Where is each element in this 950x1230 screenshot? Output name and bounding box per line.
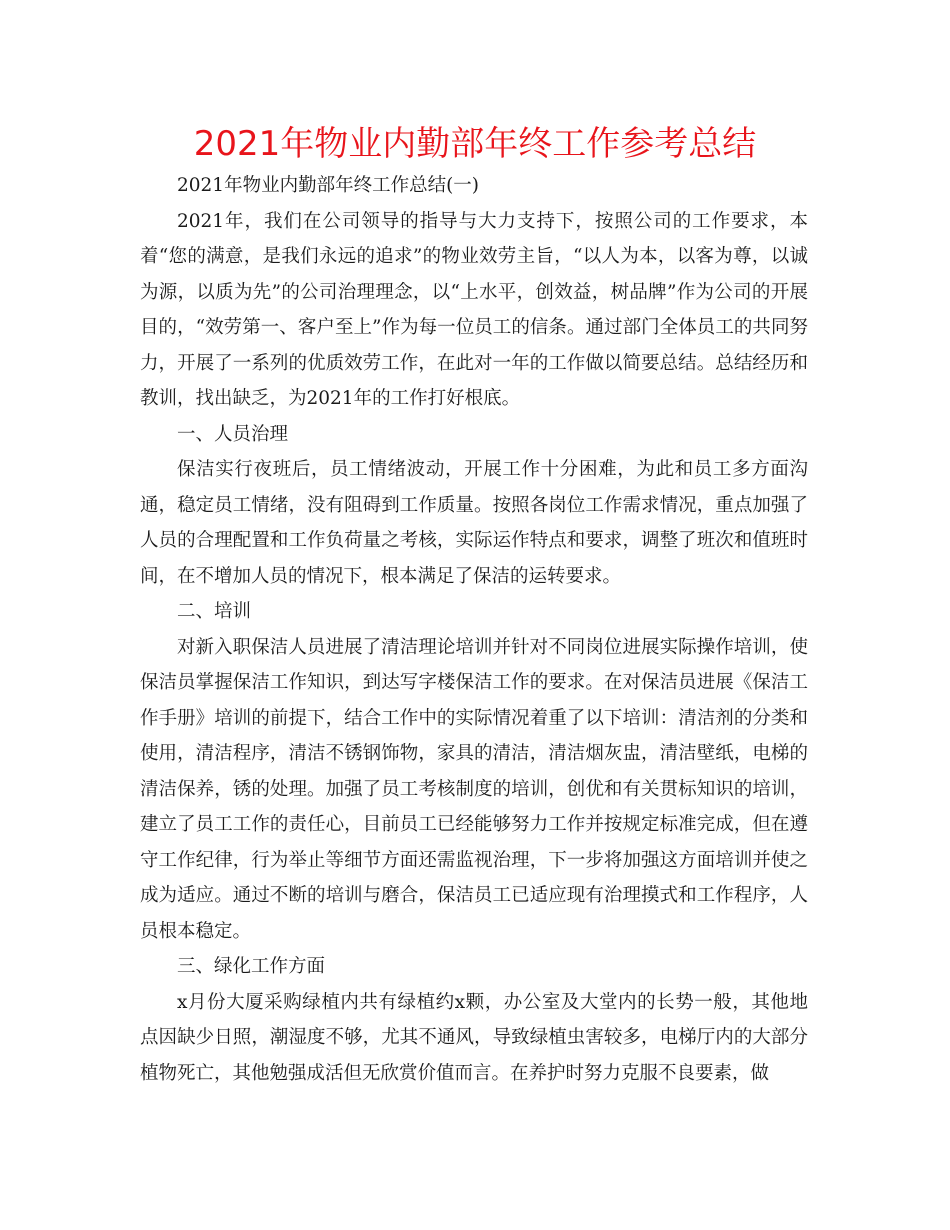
section-heading-greening: 三、绿化工作方面 — [177, 956, 326, 977]
paragraph-greening: x月份大厦采购绿植内共有绿植约x颗，办公室及大堂内的长势一般，其他地点因缺少日照，潮湿度不够，尤其不通风，导致绿植虫害较多，电梯厅内的大部分植物死亡，其他勉强成活但无欣赏价值而言。在养护时努力克服不良要素，做 — [140, 991, 808, 1084]
section-heading-training: 二、培训 — [177, 601, 252, 622]
section-heading-personnel: 一、人员治理 — [177, 423, 289, 445]
document-subtitle: 2021年物业内勤部年终工作总结(一) — [177, 175, 480, 196]
paragraph-training: 对新入职保洁人员进展了清洁理论培训并针对不同岗位进展实际操作培训，使保洁员掌握保洁工作知识，到达写字楼保洁工作的要求。在对保洁员进展《保洁工作手册》培训的前提下，结合工作中的实际情况着重了以下培训：清洁剂的分类和使用，清洁程序，清洁不锈钢饰物，家具的清洁，清洁烟灰盅，清洁壁纸，电梯的清洁保养，锈的处理。加强了员工考核制度的培训，创优和有关贯标知识的培训，建立了员工工作的责任心，目前员工已经能够努力工作并按规定标准完成，但在遵守工作纪律，行为举止等细节方面还需监视治理，下一步将加强这方面培训并使之成为适应。通过不断的培训与磨合，保洁员工已适应现有治理摸式和工作程序，人员根本稳定。 — [140, 636, 808, 942]
document-body — [140, 168, 808, 1091]
paragraph-personnel: 保洁实行夜班后，员工情绪波动，开展工作十分困难，为此和员工多方面沟通，稳定员工情绪，没有阻碍到工作质量。按照各岗位工作需求情况，重点加强了人员的合理配置和工作负荷量之考核，实际运作特点和要求，调整了班次和值班时间，在不增加人员的情况下，根本满足了保洁的运转要求。 — [140, 459, 808, 587]
paragraph-intro: 2021年，我们在公司领导的指导与大力支持下，按照公司的工作要求，本着“您的满意，是我们永远的追求”的物业效劳主旨，“以人为本，以客为尊，以诚为源，以质为先”的公司治理理念，以“上水平，创效益，树品牌”作为公司的开展目的，“效劳第一、客户至上”作为每一位员工的信条。通过部门全体员工的共同努力，开展了一系列的优质效劳工作，在此对一年的工作做以简要总结。总结经历和教训，找出缺乏，为2021年的工作打好根底。 — [140, 210, 808, 409]
document-title: 2021年物业内勤部年终工作参考总结 — [193, 124, 757, 164]
